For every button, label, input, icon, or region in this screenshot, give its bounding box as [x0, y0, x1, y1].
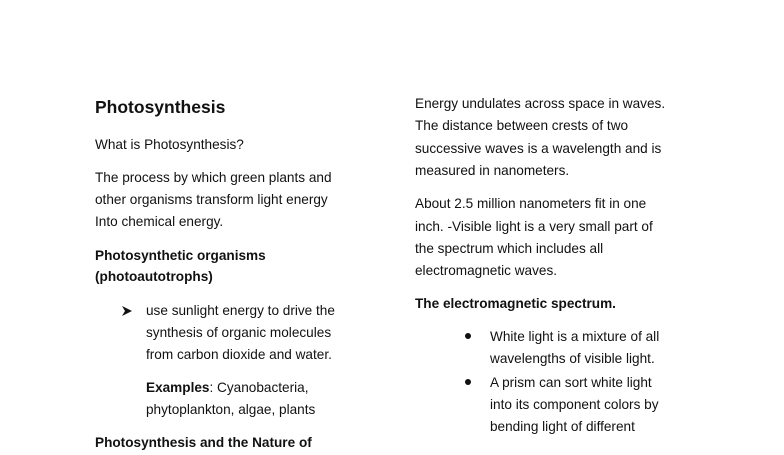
spectrum-heading: The electromagnetic spectrum. [415, 296, 616, 311]
question-line: What is Photosynthesis? [95, 137, 244, 152]
para2-line-2: inch. -Visible light is a very small part of [415, 219, 653, 234]
para2-line-1: About 2.5 million nanometers fit in one [415, 196, 647, 211]
para2-line-4: electromagnetic waves. [415, 263, 558, 278]
definition-line-1: The process by which green plants and [95, 170, 332, 185]
para1-line-1: Energy undulates across space in waves. [415, 96, 666, 111]
spectrum-bullet-1-line-2: wavelengths of visible light. [490, 351, 655, 366]
spectrum-bullet-2-line-3: bending light of different [490, 419, 635, 434]
section-heading-cut: Photosynthesis and the Nature of [95, 435, 312, 450]
examples-line-2: phytoplankton, algae, plants [146, 402, 316, 417]
para1-line-4: measured in nanometers. [415, 163, 570, 178]
examples-line-1 [146, 377, 308, 400]
para1-line-3: successive waves is a wavelength and is [415, 141, 662, 156]
bullet-line-3: from carbon dioxide and water. [146, 347, 332, 362]
para2-line-3: the spectrum which includes all [415, 241, 604, 256]
bullet-dot-icon [465, 379, 471, 385]
page-title: Photosynthesis [95, 97, 226, 117]
spectrum-bullet-1-line-1: White light is a mixture of all [490, 329, 660, 344]
organisms-heading-line-2: (photoautotrophs) [95, 269, 213, 284]
organisms-heading-line-1: Photosynthetic organisms [95, 248, 266, 263]
arrow-bullet-icon [121, 300, 133, 323]
bullet-dot-icon [465, 333, 471, 339]
examples-text: : Cyanobacteria, [209, 380, 309, 395]
definition-line-2: other organisms transform light energy [95, 192, 328, 207]
definition-line-3: Into chemical energy. [95, 214, 224, 229]
spectrum-bullet-2-line-1: A prism can sort white light [490, 375, 652, 390]
bullet-line-2: synthesis of organic molecules [146, 325, 332, 340]
bullet-line-1: use sunlight energy to drive the [146, 303, 335, 318]
para1-line-2: The distance between crests of two [415, 118, 629, 133]
examples-label: Examples [146, 380, 210, 395]
spectrum-bullet-2-line-2: into its component colors by [490, 397, 659, 412]
